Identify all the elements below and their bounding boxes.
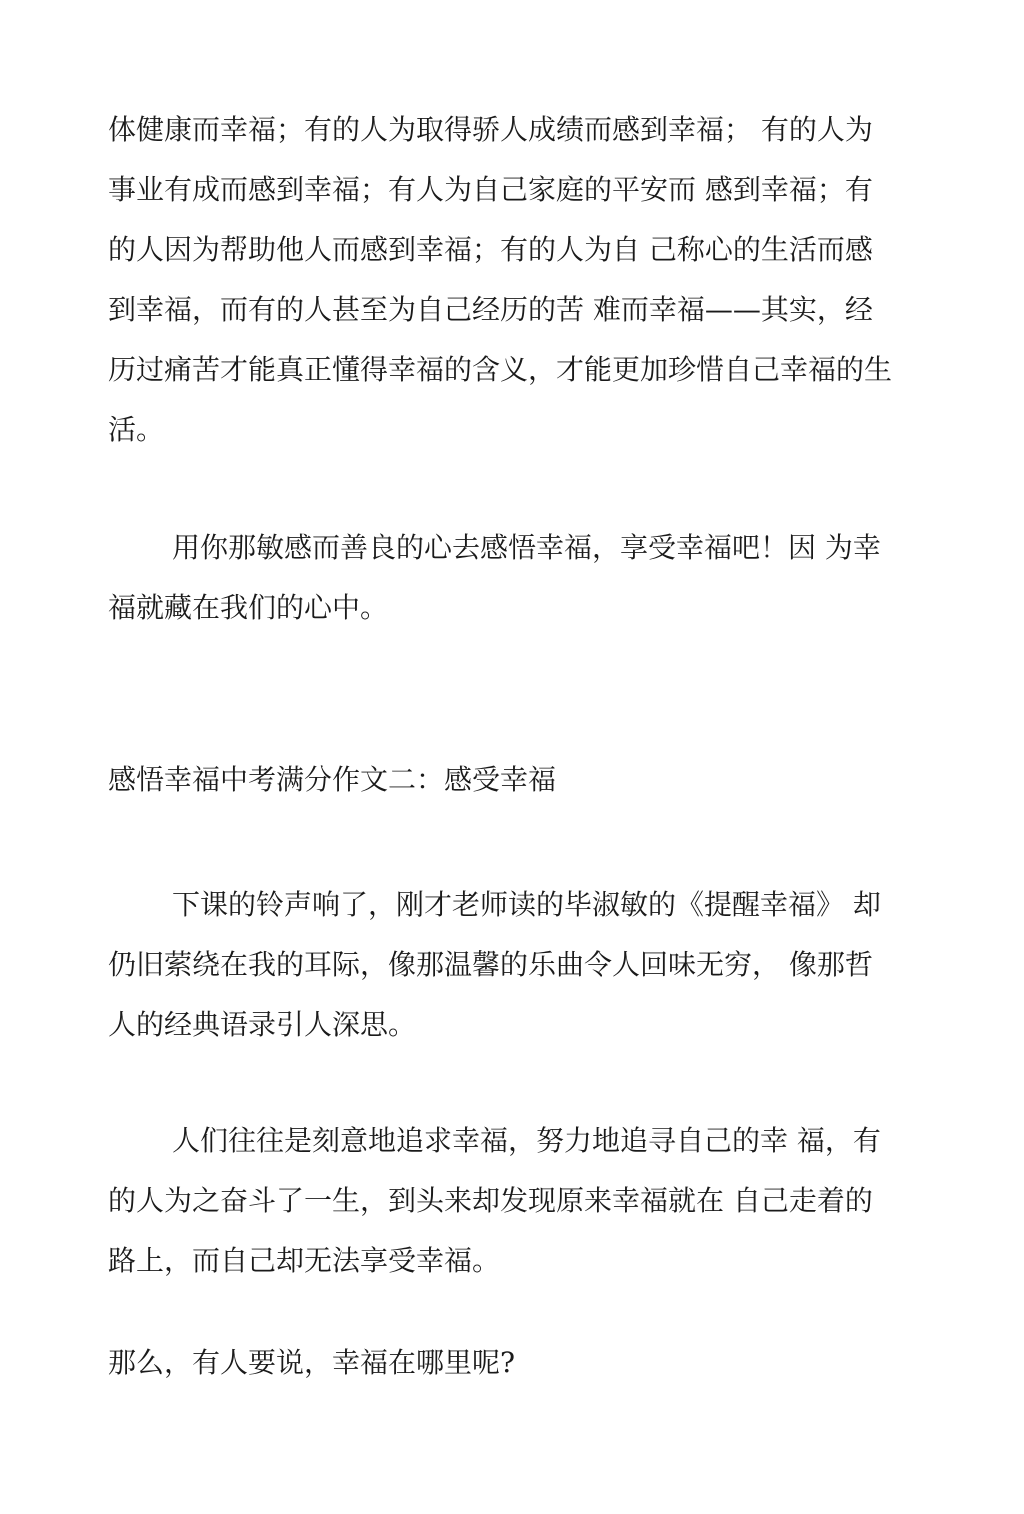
paragraph-4-line-1: 人们往往是刻意地追求幸福，努力地追寻自己的幸 福，有 — [172, 1124, 881, 1157]
paragraph-1-line-2: 事业有成而感到幸福；有人为自己家庭的平安而 感到幸福；有 — [108, 173, 873, 206]
section-heading: 感悟幸福中考满分作文二：感受幸福 — [108, 763, 557, 796]
paragraph-4-line-3: 路上，而自己却无法享受幸福。 — [108, 1244, 501, 1277]
paragraph-4-line-2: 的人为之奋斗了一生，到头来却发现原来幸福就在 自己走着的 — [108, 1184, 873, 1217]
paragraph-1-line-3: 的人因为帮助他人而感到幸福；有的人为自 己称心的生活而感 — [108, 233, 873, 266]
paragraph-3-line-3: 人的经典语录引人深思。 — [108, 1008, 417, 1041]
paragraph-2-line-2: 福就藏在我们的心中。 — [108, 591, 389, 624]
paragraph-1-line-4: 到幸福，而有的人甚至为自己经历的苦 难而幸福——其实，经 — [108, 293, 873, 326]
paragraph-1-line-5: 历过痛苦才能真正懂得幸福的含义，才能更加珍惜自己幸福的生 — [108, 353, 893, 386]
paragraph-3-line-2: 仍旧萦绕在我的耳际，像那温馨的乐曲令人回味无穷， 像那哲 — [108, 948, 873, 981]
paragraph-2-line-1: 用你那敏感而善良的心去感悟幸福，享受幸福吧！因 为幸 — [172, 531, 881, 564]
paragraph-5-line-1: 那么，有人要说，幸福在哪里呢? — [108, 1346, 516, 1379]
paragraph-1-line-6: 活。 — [108, 413, 165, 446]
paragraph-1-line-1: 体健康而幸福；有的人为取得骄人成绩而感到幸福； 有的人为 — [108, 113, 873, 146]
paragraph-3-line-1: 下课的铃声响了，刚才老师读的毕淑敏的《提醒幸福》 却 — [172, 888, 881, 921]
